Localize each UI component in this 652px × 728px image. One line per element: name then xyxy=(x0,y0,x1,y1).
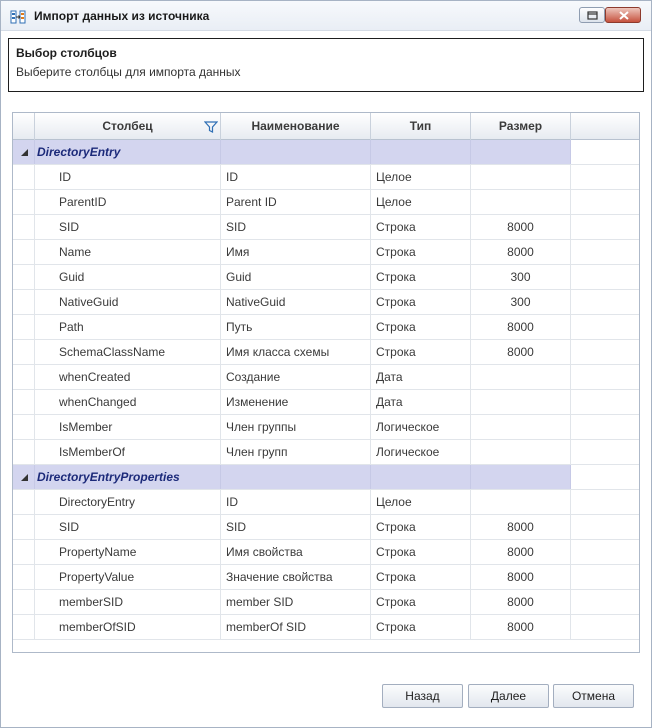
cell-column[interactable]: Path xyxy=(35,315,221,339)
row-indent-cell xyxy=(13,290,35,314)
header-size-label: Размер xyxy=(498,119,543,133)
cell-size[interactable]: 8000 xyxy=(471,515,571,539)
cell-column[interactable]: DirectoryEntry xyxy=(35,490,221,514)
cell-type[interactable]: Целое xyxy=(371,165,471,189)
table-row[interactable] xyxy=(13,540,639,565)
table-row[interactable] xyxy=(13,340,639,365)
cell-type[interactable]: Строка xyxy=(371,240,471,264)
row-indent-cell xyxy=(13,415,35,439)
collapse-triangle-icon[interactable] xyxy=(20,148,29,157)
cancel-button[interactable]: Отмена xyxy=(553,684,634,708)
table-row[interactable] xyxy=(13,190,639,215)
row-indent-cell xyxy=(13,190,35,214)
restore-button[interactable] xyxy=(579,7,605,23)
row-indent-cell xyxy=(13,215,35,239)
group-cell xyxy=(471,140,571,164)
header-column[interactable] xyxy=(35,113,221,140)
header-name-label: Наименование xyxy=(251,119,340,133)
table-row[interactable] xyxy=(13,440,639,465)
cell-column[interactable]: PropertyName xyxy=(35,540,221,564)
cell-name[interactable]: Путь xyxy=(221,315,371,339)
header-filler xyxy=(571,113,639,140)
step-title: Выбор столбцов xyxy=(16,46,117,60)
row-indent-cell xyxy=(13,565,35,589)
row-indent-cell xyxy=(13,590,35,614)
group-row[interactable] xyxy=(13,465,639,490)
cell-size[interactable]: 300 xyxy=(471,290,571,314)
cell-type[interactable]: Целое xyxy=(371,490,471,514)
header-name[interactable] xyxy=(221,113,371,140)
table-row[interactable] xyxy=(13,240,639,265)
columns-grid[interactable] xyxy=(12,112,640,653)
cell-name[interactable]: Parent ID xyxy=(221,190,371,214)
cell-name[interactable]: Значение свойства xyxy=(221,565,371,589)
back-button[interactable]: Назад xyxy=(382,684,463,708)
cell-size[interactable]: 300 xyxy=(471,265,571,289)
cell-size[interactable] xyxy=(471,415,571,439)
row-indent-cell xyxy=(13,165,35,189)
table-row[interactable] xyxy=(13,590,639,615)
cell-type[interactable]: Дата xyxy=(371,390,471,414)
row-indent-cell xyxy=(13,365,35,389)
cell-size[interactable]: 8000 xyxy=(471,240,571,264)
cell-size[interactable] xyxy=(471,190,571,214)
group-cell xyxy=(471,465,571,489)
table-row[interactable] xyxy=(13,265,639,290)
next-button[interactable]: Далее xyxy=(468,684,549,708)
cell-type[interactable]: Строка xyxy=(371,340,471,364)
table-row[interactable] xyxy=(13,165,639,190)
cell-type[interactable]: Строка xyxy=(371,515,471,539)
cell-name[interactable]: SID xyxy=(221,515,371,539)
cell-column[interactable]: PropertyValue xyxy=(35,565,221,589)
table-row[interactable] xyxy=(13,565,639,590)
cell-size[interactable]: 8000 xyxy=(471,540,571,564)
cell-type[interactable]: Строка xyxy=(371,265,471,289)
cell-column[interactable]: SID xyxy=(35,215,221,239)
row-indent-cell xyxy=(13,240,35,264)
table-row[interactable] xyxy=(13,490,639,515)
header-size[interactable] xyxy=(471,113,571,140)
cell-column[interactable]: Guid xyxy=(35,265,221,289)
cell-size[interactable]: 8000 xyxy=(471,590,571,614)
cell-column[interactable]: memberSID xyxy=(35,590,221,614)
window-title: Импорт данных из источника xyxy=(34,9,210,23)
table-row[interactable] xyxy=(13,615,639,640)
title-bar[interactable] xyxy=(1,1,651,31)
cell-type[interactable]: Строка xyxy=(371,215,471,239)
cell-size[interactable] xyxy=(471,165,571,189)
cell-size[interactable]: 8000 xyxy=(471,565,571,589)
row-indent-cell xyxy=(13,390,35,414)
table-row[interactable] xyxy=(13,390,639,415)
cell-name[interactable]: ID xyxy=(221,490,371,514)
group-cell xyxy=(371,140,471,164)
table-row[interactable] xyxy=(13,290,639,315)
cell-name[interactable]: memberOf SID xyxy=(221,615,371,639)
table-row[interactable] xyxy=(13,415,639,440)
cell-name[interactable]: Изменение xyxy=(221,390,371,414)
cell-column[interactable]: ID xyxy=(35,165,221,189)
table-row[interactable] xyxy=(13,515,639,540)
cell-name[interactable]: SID xyxy=(221,215,371,239)
grid-header-expander xyxy=(13,113,35,140)
cell-size[interactable] xyxy=(471,440,571,464)
row-indent-cell xyxy=(13,540,35,564)
row-indent-cell xyxy=(13,515,35,539)
cell-type[interactable]: Строка xyxy=(371,290,471,314)
cell-type[interactable]: Логическое xyxy=(371,440,471,464)
cell-column[interactable]: IsMember xyxy=(35,415,221,439)
cell-type[interactable]: Строка xyxy=(371,615,471,639)
collapse-triangle-icon[interactable] xyxy=(20,473,29,482)
step-subtitle: Выберите столбцы для импорта данных xyxy=(16,65,241,79)
filter-icon[interactable] xyxy=(204,120,218,134)
row-indent-cell xyxy=(13,315,35,339)
group-title: DirectoryEntry xyxy=(37,145,121,159)
cell-type[interactable]: Логическое xyxy=(371,415,471,439)
grid-rows xyxy=(13,140,639,640)
cell-size[interactable] xyxy=(471,490,571,514)
cell-column[interactable]: Name xyxy=(35,240,221,264)
row-indent-cell xyxy=(13,490,35,514)
app-icon xyxy=(10,9,26,25)
cell-type[interactable]: Строка xyxy=(371,540,471,564)
table-row[interactable] xyxy=(13,315,639,340)
cell-type[interactable]: Дата xyxy=(371,365,471,389)
table-row[interactable] xyxy=(13,365,639,390)
cell-column[interactable]: ParentID xyxy=(35,190,221,214)
cell-size[interactable]: 8000 xyxy=(471,340,571,364)
group-row[interactable] xyxy=(13,140,639,165)
header-type[interactable] xyxy=(371,113,471,140)
step-header xyxy=(8,38,644,92)
row-indent-cell xyxy=(13,265,35,289)
header-column-label: Столбец xyxy=(102,119,153,133)
cell-size[interactable] xyxy=(471,365,571,389)
cell-name[interactable]: Имя класса схемы xyxy=(221,340,371,364)
row-indent-cell xyxy=(13,615,35,639)
cell-column[interactable]: whenChanged xyxy=(35,390,221,414)
row-indent-cell xyxy=(13,440,35,464)
cell-name[interactable]: Имя xyxy=(221,240,371,264)
header-type-label: Тип xyxy=(409,119,432,133)
cell-name[interactable]: Член групп xyxy=(221,440,371,464)
grid-header xyxy=(13,113,639,140)
cell-name[interactable]: Имя свойства xyxy=(221,540,371,564)
cell-name[interactable]: Создание xyxy=(221,365,371,389)
cell-column[interactable]: IsMemberOf xyxy=(35,440,221,464)
cell-column[interactable]: SchemaClassName xyxy=(35,340,221,364)
cell-name[interactable]: Член группы xyxy=(221,415,371,439)
group-cell xyxy=(221,140,371,164)
close-button[interactable] xyxy=(605,7,641,23)
cell-type[interactable]: Целое xyxy=(371,190,471,214)
cell-name[interactable]: Guid xyxy=(221,265,371,289)
row-indent-cell xyxy=(13,340,35,364)
cell-column[interactable]: NativeGuid xyxy=(35,290,221,314)
cell-column[interactable]: whenCreated xyxy=(35,365,221,389)
restore-icon xyxy=(580,8,606,24)
cell-name[interactable]: member SID xyxy=(221,590,371,614)
close-icon xyxy=(606,8,642,24)
group-cell xyxy=(221,465,371,489)
cell-column[interactable]: SID xyxy=(35,515,221,539)
cell-size[interactable]: 8000 xyxy=(471,215,571,239)
table-row[interactable] xyxy=(13,215,639,240)
cell-column[interactable]: memberOfSID xyxy=(35,615,221,639)
group-cell xyxy=(371,465,471,489)
cell-type[interactable]: Строка xyxy=(371,315,471,339)
cell-name[interactable]: NativeGuid xyxy=(221,290,371,314)
cell-size[interactable]: 8000 xyxy=(471,315,571,339)
cell-size[interactable] xyxy=(471,390,571,414)
cell-type[interactable]: Строка xyxy=(371,590,471,614)
cell-name[interactable]: ID xyxy=(221,165,371,189)
cell-type[interactable]: Строка xyxy=(371,565,471,589)
cell-size[interactable]: 8000 xyxy=(471,615,571,639)
group-title: DirectoryEntryProperties xyxy=(37,470,180,484)
